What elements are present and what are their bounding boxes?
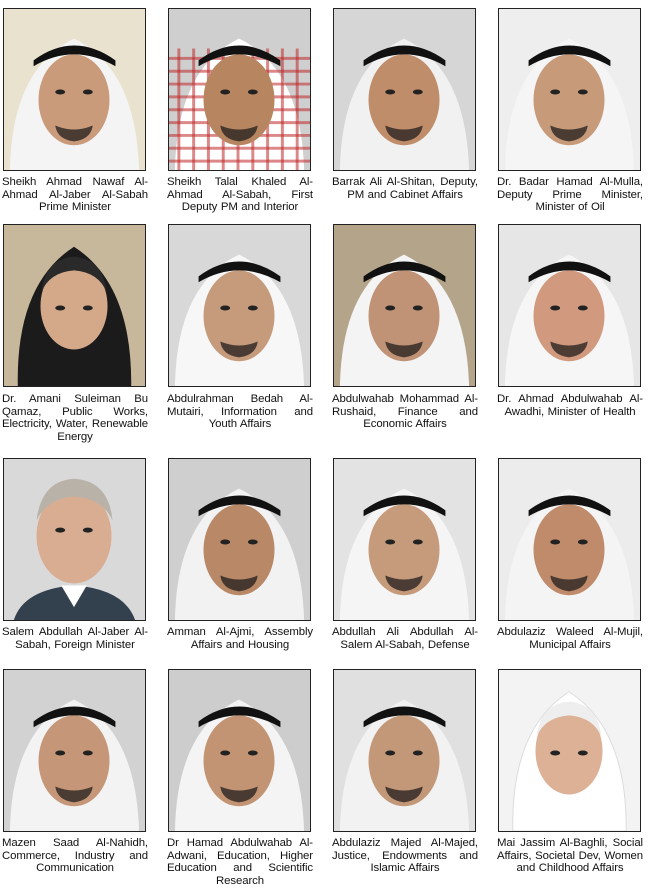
portrait-illustration (169, 225, 310, 386)
minister-caption: Dr. Badar Hamad Al-Mulla, Deputy Prime Minister, Minister of Oil (497, 176, 643, 214)
minister-caption: Mai Jassim Al-Baghli, Social Affairs, Societal Dev, Women and Childhood Affairs (497, 837, 643, 875)
portrait-illustration (499, 459, 640, 620)
portrait-illustration (334, 670, 475, 831)
minister-photo (333, 224, 476, 387)
minister-photo (168, 458, 311, 621)
minister-caption: Abdullah Ali Abdullah Al-Salem Al-Sabah, Defense (332, 626, 478, 651)
portrait-illustration (4, 670, 145, 831)
minister-photo (498, 224, 641, 387)
minister-photo (333, 669, 476, 832)
minister-photo (333, 458, 476, 621)
minister-caption: Abdulaziz Majed Al-Majed, Justice, Endowments and Islamic Affairs (332, 837, 478, 875)
portrait-illustration (334, 225, 475, 386)
portrait-illustration (334, 9, 475, 170)
minister-photo (3, 669, 146, 832)
minister-photo (168, 224, 311, 387)
minister-caption: Abdulaziz Waleed Al-Mujil, Municipal Affairs (497, 626, 643, 651)
minister-photo (168, 8, 311, 171)
portrait-illustration (4, 459, 145, 620)
minister-caption: Barrak Ali Al-Shitan, Deputy, PM and Cabinet Affairs (332, 176, 478, 201)
minister-photo (498, 8, 641, 171)
portrait-illustration (169, 670, 310, 831)
portrait-illustration (4, 9, 145, 170)
minister-caption: Dr. Amani Suleiman Bu Qamaz, Public Works, Electricity, Water, Renewable Energy (2, 393, 148, 443)
portrait-illustration (169, 459, 310, 620)
minister-caption: Dr Hamad Abdulwahab Al-Adwani, Education, Higher Education and Scientific Research (167, 837, 313, 887)
minister-caption: Abdulwahab Mohammad Al-Rushaid, Finance and Economic Affairs (332, 393, 478, 431)
minister-photo (333, 8, 476, 171)
minister-caption: Amman Al-Ajmi, Assembly Affairs and Housing (167, 626, 313, 651)
minister-photo (3, 224, 146, 387)
portrait-illustration (4, 225, 145, 386)
minister-caption: Dr. Ahmad Abdulwahab Al-Awadhi, Minister of Health (497, 393, 643, 418)
minister-photo (3, 458, 146, 621)
portrait-illustration (499, 670, 640, 831)
portrait-illustration (499, 9, 640, 170)
minister-caption: Sheikh Talal Khaled Al-Ahmad Al-Sabah, First Deputy PM and Interior (167, 176, 313, 214)
minister-caption: Sheikh Ahmad Nawaf Al-Ahmad Al-Jaber Al-Sabah Prime Minister (2, 176, 148, 214)
minister-caption: Abdulrahman Bedah Al-Mutairi, Information and Youth Affairs (167, 393, 313, 431)
minister-caption: Mazen Saad Al-Nahidh, Commerce, Industry and Communication (2, 837, 148, 875)
portrait-illustration (334, 459, 475, 620)
portrait-illustration (169, 9, 310, 170)
portrait-illustration (499, 225, 640, 386)
minister-photo (3, 8, 146, 171)
minister-photo (498, 458, 641, 621)
minister-caption: Salem Abdullah Al-Jaber Al-Sabah, Foreign Minister (2, 626, 148, 651)
minister-photo (498, 669, 641, 832)
minister-photo (168, 669, 311, 832)
